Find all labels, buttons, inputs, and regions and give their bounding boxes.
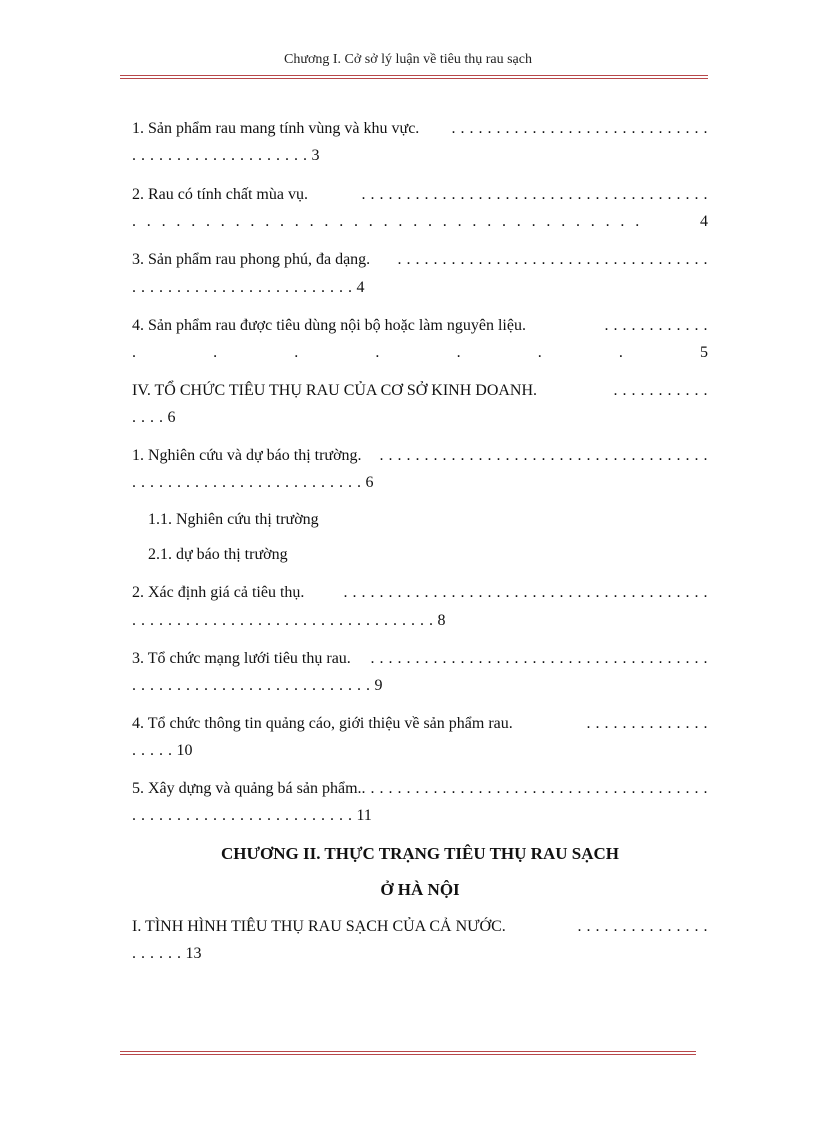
toc-entry-continuation: . . . . . . . . . . . . . . . . . . . . 3 [132,143,708,169]
toc-entry-continuation: . . . . . 10 [132,738,708,764]
toc-entry-continuation: . . . . . . . . . . . . . . . . . . . . . . . . . . . 9 [132,673,708,699]
toc-page-number: 13 [185,945,202,962]
toc-entry-title: 3. Tổ chức mạng lưới tiêu thụ rau. . . . . . . . . . . . . . . . . . . . . . . . . . . . . . . . . . . . . . . [132,650,708,667]
toc-page-number: 3 [311,147,320,164]
toc-page-number: 6 [365,474,374,491]
toc-page-number: 5 [699,344,708,361]
toc-page-number: 4 [356,279,365,296]
toc-entry-continuation: . . . . . . 13 [132,941,708,967]
toc-page-number: 11 [356,807,372,824]
chapter-heading: CHƯƠNG II. THỰC TRẠNG TIÊU THỤ RAU SẠCH [221,844,619,863]
footer-rule [120,1051,696,1056]
toc-page-number: 8 [437,612,446,629]
toc-entry-continuation: . . . . . . . 5 [132,340,708,366]
toc-entry-title: 2. Xác định giá cả tiêu thụ. . . . . . . . . . . . . . . . . . . . . . . . . . . . . . . . . . . . . . . . . . [132,584,708,601]
toc-page-number: 9 [374,677,383,694]
toc-entry-continuation: . . . . . . . . . . . . . . . . . . . . . . . . . 4 [132,275,708,301]
toc-page-number: 6 [167,409,176,426]
table-of-contents [132,0,708,1123]
toc-entry-continuation: . . . . . . . . . . . . . . . . . . . . . . . . . 11 [132,803,708,829]
toc-entry-continuation: . . . . . . . . . . . . . . . . . . . . . . . . . . . . . . . . . . . 4 [132,209,708,235]
toc-entry-continuation: . . . . . . . . . . . . . . . . . . . . . . . . . . 6 [132,470,708,496]
toc-entry-title: 5. Xây dựng và quảng bá sản phẩm. . . . . . . . . . . . . . . . . . . . . . . . . . . . . . . . . . . . . . . . [132,780,708,797]
toc-entry-title: 1. Sản phẩm rau mang tính vùng và khu vực. . . . . . . . . . . . . . . . . . . . . . . . . . . . . . [132,120,708,137]
chapter-heading-continued: Ở HÀ NỘI [380,880,460,899]
toc-entry-title: 2. Rau có tính chất mùa vụ. . . . . . . . . . . . . . . . . . . . . . . . . . . . . . . . . . . . . . . . [132,186,708,203]
toc-entry-title: 3. Sản phẩm rau phong phú, đa dạng. . . . . . . . . . . . . . . . . . . . . . . . . . . . . . . . . . . . [132,251,708,268]
toc-entry-title: 4. Sản phẩm rau được tiêu dùng nội bộ hoặc làm nguyên liệu. . . . . . . . . . . . . [132,317,708,334]
toc-entry-title: 4. Tổ chức thông tin quảng cáo, giới thiệu về sản phẩm rau. . . . . . . . . . . . . . . [132,715,708,732]
toc-subentry: 1.1. Nghiên cứu thị trường [148,511,319,528]
toc-entry-title: I. TÌNH HÌNH TIÊU THỤ RAU SẠCH CỦA CẢ NƯỚC. . . . . . . . . . . . . . . . [132,918,708,935]
toc-entry-title: 1. Nghiên cứu và dự báo thị trường. . . . . . . . . . . . . . . . . . . . . . . . . . . . . . . . . . . . . . [132,447,708,464]
toc-entry-continuation: . . . . 6 [132,405,708,431]
toc-subentry: 2.1. dự báo thị trường [148,546,288,563]
toc-entry-continuation: . . . . . . . . . . . . . . . . . . . . . . . . . . . . . . . . . . 8 [132,608,708,634]
toc-entry-title: IV. TỔ CHỨC TIÊU THỤ RAU CỦA CƠ SỞ KINH DOANH. . . . . . . . . . . . [132,382,708,399]
toc-page-number: 4 [700,213,708,230]
running-header: Chương I. Cở sở lý luận về tiêu thụ rau sạch [284,52,532,67]
toc-page-number: 10 [176,742,193,759]
